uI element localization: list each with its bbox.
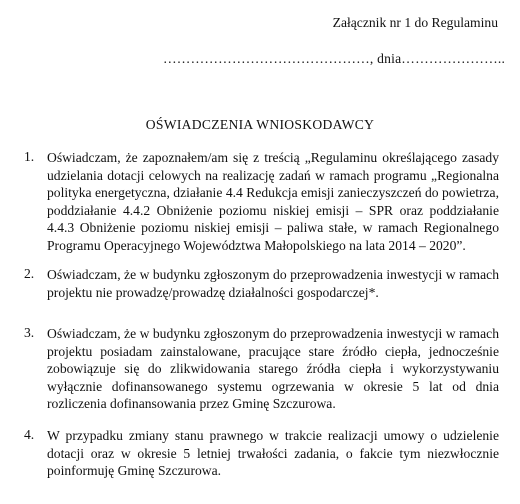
statement-number: 2. [24, 266, 35, 281]
statement-item [24, 325, 499, 413]
document-title: OŚWIADCZENIA WNIOSKODAWCY [145, 117, 375, 132]
statement-number: 4. [24, 427, 35, 442]
statement-item [24, 266, 499, 301]
statement-text: Oświadczam, że zapoznałem/am się z treścią „Regulaminu określającego zasady udzielania dotacji celowych na realizację zadań w ramach programu „Regionalna polityka energetyczna, działanie 4.4 Redukcja emisji zanieczyszczeń do powietrza, poddziałanie 4.4.2 Obniżenie poziomu niskiej emisji – SPR oraz poddziałanie 4.4.3 Obniżenie poziomu niskiej emisji – paliwa stałe, w ramach Regionalnego Programu Operacyjnego Województwa Małopolskiego na lata 2014 – 2020”. [47, 150, 499, 253]
statement-text: W przypadku zmiany stanu prawnego w trakcie realizacji umowy o udzielenie dotacji oraz w okresie 5 letniej trwałości zadania, o fakcie tym niezwłocznie poinformuję Gminę Szczurowa. [47, 428, 499, 478]
statement-text: Oświadczam, że w budynku zgłoszonym do przeprowadzenia inwestycji w ramach projektu posiadam zainstalowane, pracujące stare źródło ciepła, jednocześnie zobowiązuje się do zlikwidowania starego źródła ciepła i wykorzystywaniu wyłącznie dofinansowanego systemu ogrzewania w okresie 5 lat od dnia rozliczenia dofinansowania przez Gminę Szczurowa. [47, 326, 499, 411]
place-date-line: ………………………………………, dnia………………….. [163, 51, 506, 66]
statement-item [24, 149, 499, 254]
statement-item [24, 427, 499, 480]
statement-number: 3. [24, 325, 35, 340]
statement-number: 1. [24, 149, 35, 164]
annex-label: Załącznik nr 1 do Regulaminu [332, 15, 498, 30]
statement-text: Oświadczam, że w budynku zgłoszonym do przeprowadzenia inwestycji w ramach projektu nie prowadzę/prowadzę działalności gospodarczej*. [47, 267, 499, 300]
